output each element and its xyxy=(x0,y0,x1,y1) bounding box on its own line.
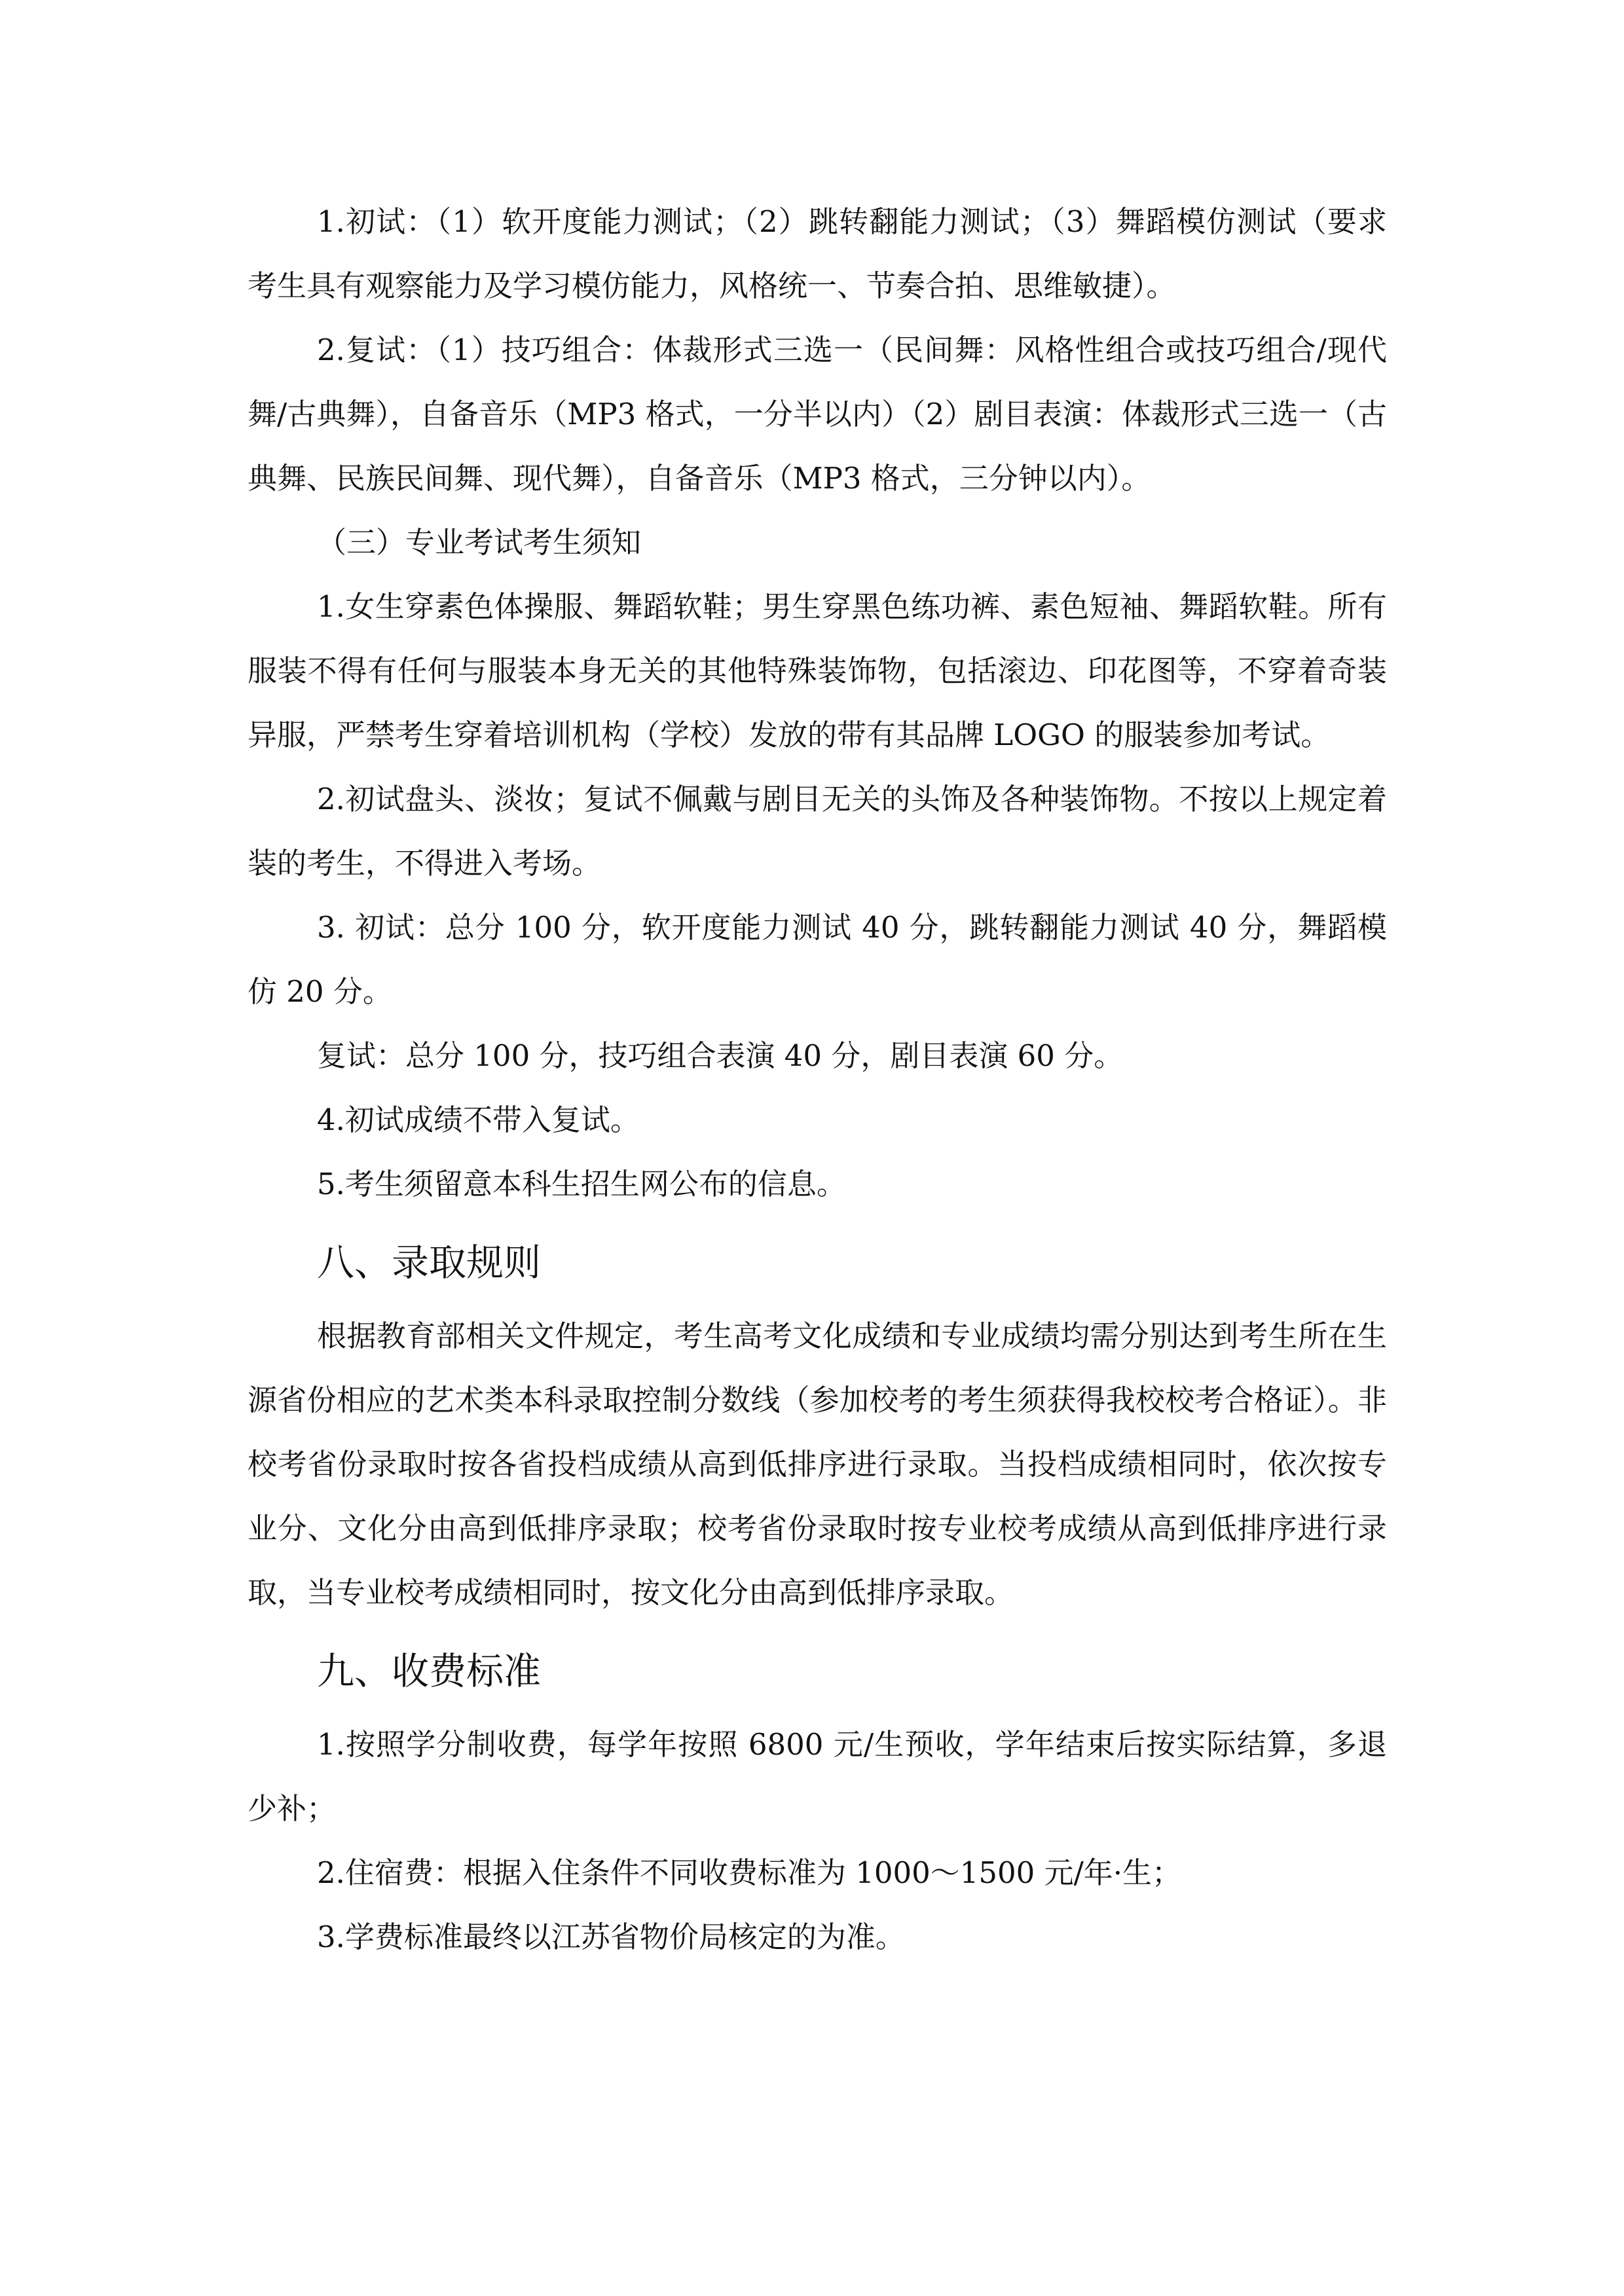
retest-paragraph: 2.复试：（1）技巧组合：体裁形式三选一（民间舞：风格性组合或技巧组合/现代舞/古典舞），自备音乐（MP3 格式，一分半以内）（2）剧目表演：体裁形式三选一（古典舞、民族民间舞、现代舞），自备音乐（MP3 格式，三分钟以内）。 xyxy=(248,333,1387,496)
initial-exam-paragraph: 1.初试：（1）软开度能力测试；（2）跳转翻能力测试；（3）舞蹈模仿测试（要求考生具有观察能力及学习模仿能力，风格统一、节奏合拍、思维敏捷）。 xyxy=(248,204,1387,303)
notice-item-5: 5.考生须留意本科生招生网公布的信息。 xyxy=(317,1167,846,1201)
document-body xyxy=(248,190,1387,1969)
fee-item-2: 2.住宿费：根据入住条件不同收费标准为 1000～1500 元/年·生； xyxy=(317,1855,1182,1890)
notice-item-3: 3. 初试：总分 100 分，软开度能力测试 40 分，跳转翻能力测试 40 分，舞蹈模仿 20 分。 xyxy=(248,910,1387,1009)
exam-notice-subheading: （三）专业考试考生须知 xyxy=(317,525,642,560)
fee-standard-heading: 九、收费标准 xyxy=(317,1650,541,1693)
admission-rules-heading: 八、录取规则 xyxy=(317,1241,541,1285)
notice-item-3-retest: 复试：总分 100 分，技巧组合表演 40 分，剧目表演 60 分。 xyxy=(317,1038,1124,1073)
fee-item-3: 3.学费标准最终以江苏省物价局核定的为准。 xyxy=(317,1920,905,1954)
admission-rules-paragraph: 根据教育部相关文件规定，考生高考文化成绩和专业成绩均需分别达到考生所在生源省份相应的艺术类本科录取控制分数线（参加校考的考生须获得我校校考合格证）。非校考省份录取时按各省投档成绩从高到低排序进行录取。当投档成绩相同时，依次按专业分、文化分由高到低排序录取；校考省份录取时按专业校考成绩从高到低排序进行录取，当专业校考成绩相同时，按文化分由高到低排序录取。 xyxy=(248,1319,1387,1610)
notice-item-4: 4.初试成绩不带入复试。 xyxy=(317,1102,640,1137)
notice-item-2: 2.初试盘头、淡妆；复试不佩戴与剧目无关的头饰及各种装饰物。不按以上规定着装的考生，不得进入考场。 xyxy=(248,782,1387,881)
notice-item-1: 1.女生穿素色体操服、舞蹈软鞋；男生穿黑色练功裤、素色短袖、舞蹈软鞋。所有服装不得有任何与服装本身无关的其他特殊装饰物，包括滚边、印花图等，不穿着奇装异服，严禁考生穿着培训机构（学校）发放的带有其品牌 LOGO 的服装参加考试。 xyxy=(248,589,1387,752)
fee-item-1: 1.按照学分制收费，每学年按照 6800 元/生预收，学年结束后按实际结算，多退少补； xyxy=(248,1727,1387,1826)
